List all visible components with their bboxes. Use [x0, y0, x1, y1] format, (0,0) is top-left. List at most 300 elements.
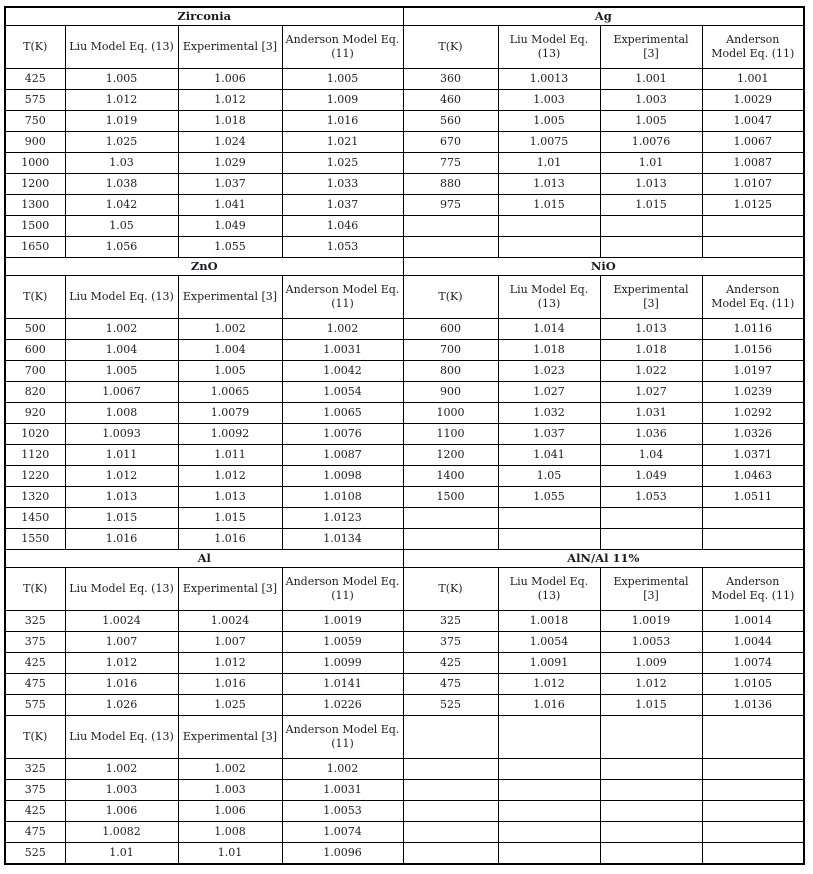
data-cell: 1.0082	[65, 822, 178, 843]
column-header: T(K)	[403, 26, 498, 69]
data-cell: 1500	[5, 216, 65, 237]
data-cell: 1.0067	[702, 132, 804, 153]
data-cell: 1.012	[178, 90, 282, 111]
data-cell: 1.0054	[498, 632, 600, 653]
data-cell: 460	[403, 90, 498, 111]
data-cell: 1.0292	[702, 403, 804, 424]
data-cell: 1200	[403, 445, 498, 466]
data-cell: 1.0024	[65, 611, 178, 632]
data-cell: 1.0031	[282, 340, 403, 361]
data-cell: 575	[5, 695, 65, 716]
empty-cell	[498, 529, 600, 550]
data-cell: 1320	[5, 487, 65, 508]
column-header: Anderson Model Eq. (11)	[702, 568, 804, 611]
data-cell: 1.0123	[282, 508, 403, 529]
data-cell: 1.0326	[702, 424, 804, 445]
data-cell: 1.038	[65, 174, 178, 195]
data-cell: 1.012	[65, 90, 178, 111]
empty-cell	[498, 759, 600, 780]
empty-cell	[600, 780, 702, 801]
empty-cell	[600, 843, 702, 865]
empty-cell	[702, 216, 804, 237]
empty-cell	[702, 822, 804, 843]
table-row	[5, 319, 804, 340]
data-cell: 1.016	[65, 674, 178, 695]
empty-cell	[702, 780, 804, 801]
data-cell: 1.05	[498, 466, 600, 487]
data-cell: 1100	[403, 424, 498, 445]
data-cell: 1.0053	[282, 801, 403, 822]
table-row	[5, 466, 804, 487]
empty-cell	[600, 216, 702, 237]
data-cell: 1.011	[178, 445, 282, 466]
data-cell: 1650	[5, 237, 65, 258]
data-cell: 1.0141	[282, 674, 403, 695]
data-cell: 475	[5, 822, 65, 843]
data-cell: 1.006	[178, 801, 282, 822]
table-row	[5, 632, 804, 653]
table-row	[5, 508, 804, 529]
data-cell: 375	[5, 632, 65, 653]
data-cell: 1.002	[65, 759, 178, 780]
data-cell: 1.037	[282, 195, 403, 216]
data-cell: 600	[403, 319, 498, 340]
data-cell: 1.0197	[702, 361, 804, 382]
data-cell: 1.037	[178, 174, 282, 195]
data-cell: 1.018	[178, 111, 282, 132]
section-title-left: Zirconia	[5, 7, 403, 26]
data-cell: 1.013	[600, 174, 702, 195]
data-cell: 1.005	[600, 111, 702, 132]
data-cell: 1.012	[600, 674, 702, 695]
section-title-left: ZnO	[5, 258, 403, 276]
data-cell: 1.0047	[702, 111, 804, 132]
header-row	[5, 568, 804, 611]
data-cell: 1.042	[65, 195, 178, 216]
data-cell: 670	[403, 132, 498, 153]
column-header: T(K)	[5, 716, 65, 759]
data-cell: 375	[5, 780, 65, 801]
data-cell: 1.0029	[702, 90, 804, 111]
data-cell: 1.041	[498, 445, 600, 466]
data-cell: 425	[5, 653, 65, 674]
data-cell: 560	[403, 111, 498, 132]
data-cell: 1.0136	[702, 695, 804, 716]
data-cell: 1.041	[178, 195, 282, 216]
data-cell: 1.002	[282, 759, 403, 780]
empty-cell	[403, 780, 498, 801]
table-row	[5, 90, 804, 111]
column-header: Experimental [3]	[178, 568, 282, 611]
data-cell: 1000	[5, 153, 65, 174]
empty-cell	[403, 759, 498, 780]
data-cell: 1.0065	[178, 382, 282, 403]
data-cell: 1.036	[600, 424, 702, 445]
data-cell: 1.013	[498, 174, 600, 195]
table-row	[5, 132, 804, 153]
empty-cell	[600, 716, 702, 759]
data-cell: 1220	[5, 466, 65, 487]
table-row	[5, 216, 804, 237]
data-cell: 1.0054	[282, 382, 403, 403]
data-cell: 975	[403, 195, 498, 216]
header-row	[5, 276, 804, 319]
data-cell: 1.053	[282, 237, 403, 258]
data-cell: 600	[5, 340, 65, 361]
data-cell: 1.01	[178, 843, 282, 865]
section-title-left: Al	[5, 550, 403, 568]
data-cell: 1450	[5, 508, 65, 529]
data-cell: 1.0018	[498, 611, 600, 632]
data-cell: 1.001	[702, 69, 804, 90]
data-cell: 360	[403, 69, 498, 90]
data-cell: 1.012	[65, 653, 178, 674]
data-cell: 500	[5, 319, 65, 340]
column-header: Experimental [3]	[178, 276, 282, 319]
data-cell: 820	[5, 382, 65, 403]
empty-cell	[702, 716, 804, 759]
title-row	[5, 7, 804, 26]
column-header: Anderson Model Eq. (11)	[702, 276, 804, 319]
data-cell: 1.015	[600, 695, 702, 716]
data-cell: 1.016	[178, 529, 282, 550]
data-cell: 1.016	[178, 674, 282, 695]
column-header: Anderson Model Eq. (11)	[282, 568, 403, 611]
column-header: Anderson Model Eq. (11)	[282, 26, 403, 69]
data-cell: 1.0019	[282, 611, 403, 632]
column-header: Liu Model Eq. (13)	[65, 568, 178, 611]
empty-cell	[498, 801, 600, 822]
data-cell: 525	[5, 843, 65, 865]
data-cell: 920	[5, 403, 65, 424]
table-row	[5, 424, 804, 445]
column-header: Anderson Model Eq. (11)	[282, 276, 403, 319]
data-cell: 775	[403, 153, 498, 174]
empty-cell	[403, 237, 498, 258]
data-cell: 1.055	[498, 487, 600, 508]
data-cell: 1.006	[65, 801, 178, 822]
data-cell: 1.002	[65, 319, 178, 340]
table-row	[5, 195, 804, 216]
table-row	[5, 111, 804, 132]
data-cell: 1.015	[178, 508, 282, 529]
data-cell: 1.0044	[702, 632, 804, 653]
data-cell: 1.013	[600, 319, 702, 340]
data-cell: 1.0053	[600, 632, 702, 653]
data-cell: 375	[403, 632, 498, 653]
table-row	[5, 69, 804, 90]
data-cell: 1.027	[498, 382, 600, 403]
empty-cell	[498, 508, 600, 529]
table-row	[5, 759, 804, 780]
data-cell: 425	[403, 653, 498, 674]
section-title-right: Ag	[403, 7, 804, 26]
data-cell: 1.0075	[498, 132, 600, 153]
data-cell: 1.021	[282, 132, 403, 153]
data-cell: 1.016	[65, 529, 178, 550]
data-cell: 525	[403, 695, 498, 716]
data-cell: 1.022	[600, 361, 702, 382]
data-cell: 1.018	[600, 340, 702, 361]
data-cell: 1.012	[178, 653, 282, 674]
data-cell: 1.007	[65, 632, 178, 653]
data-cell: 425	[5, 69, 65, 90]
empty-cell	[403, 801, 498, 822]
data-cell: 880	[403, 174, 498, 195]
table-body	[5, 7, 804, 864]
column-header: Experimental [3]	[600, 26, 702, 69]
data-cell: 1.027	[600, 382, 702, 403]
empty-cell	[600, 237, 702, 258]
empty-cell	[600, 801, 702, 822]
column-header: Anderson Model Eq. (11)	[282, 716, 403, 759]
data-cell: 1.005	[178, 361, 282, 382]
data-cell: 1.0092	[178, 424, 282, 445]
column-header: Anderson Model Eq. (11)	[702, 26, 804, 69]
data-cell: 1.009	[600, 653, 702, 674]
data-cell: 1.018	[498, 340, 600, 361]
empty-cell	[702, 529, 804, 550]
table-row	[5, 487, 804, 508]
data-cell: 1.005	[65, 361, 178, 382]
data-cell: 1.015	[600, 195, 702, 216]
header-row	[5, 26, 804, 69]
data-cell: 1.012	[178, 466, 282, 487]
table-row	[5, 237, 804, 258]
data-cell: 700	[403, 340, 498, 361]
data-cell: 475	[403, 674, 498, 695]
data-cell: 1.0059	[282, 632, 403, 653]
column-header: T(K)	[5, 568, 65, 611]
table-row	[5, 611, 804, 632]
data-cell: 1.053	[600, 487, 702, 508]
data-cell: 1.013	[178, 487, 282, 508]
empty-cell	[403, 822, 498, 843]
data-cell: 1.03	[65, 153, 178, 174]
data-cell: 1.0098	[282, 466, 403, 487]
data-cell: 1.0099	[282, 653, 403, 674]
section-title-right: NiO	[403, 258, 804, 276]
data-cell: 1.013	[65, 487, 178, 508]
data-cell: 1.0134	[282, 529, 403, 550]
data-cell: 1.01	[498, 153, 600, 174]
table-row	[5, 801, 804, 822]
table-row	[5, 340, 804, 361]
empty-cell	[600, 822, 702, 843]
table-row	[5, 822, 804, 843]
data-cell: 1.0014	[702, 611, 804, 632]
data-cell: 1.007	[178, 632, 282, 653]
column-header: Liu Model Eq. (13)	[65, 26, 178, 69]
data-cell: 1.002	[178, 319, 282, 340]
data-cell: 750	[5, 111, 65, 132]
data-cell: 1.025	[178, 695, 282, 716]
data-cell: 1.015	[65, 508, 178, 529]
data-cell: 1.0076	[600, 132, 702, 153]
data-cell: 1.003	[498, 90, 600, 111]
empty-cell	[600, 529, 702, 550]
data-cell: 1.016	[498, 695, 600, 716]
data-cell: 1.046	[282, 216, 403, 237]
data-cell: 1500	[403, 487, 498, 508]
data-cell: 1.0156	[702, 340, 804, 361]
data-cell: 1.0042	[282, 361, 403, 382]
data-cell: 1.003	[178, 780, 282, 801]
empty-cell	[702, 759, 804, 780]
table-row	[5, 403, 804, 424]
empty-cell	[403, 716, 498, 759]
table-row	[5, 843, 804, 865]
title-row	[5, 550, 804, 568]
data-cell: 1400	[403, 466, 498, 487]
empty-cell	[498, 780, 600, 801]
table-row	[5, 780, 804, 801]
data-cell: 1.004	[178, 340, 282, 361]
data-cell: 1.033	[282, 174, 403, 195]
data-cell: 1.002	[178, 759, 282, 780]
empty-cell	[702, 237, 804, 258]
section-title-right: AlN/Al 11%	[403, 550, 804, 568]
empty-cell	[702, 508, 804, 529]
table-row	[5, 695, 804, 716]
column-header: Liu Model Eq. (13)	[498, 276, 600, 319]
data-cell: 1.0074	[702, 653, 804, 674]
data-cell: 900	[403, 382, 498, 403]
data-cell: 1.008	[178, 822, 282, 843]
column-header: Experimental [3]	[600, 276, 702, 319]
column-header: T(K)	[403, 276, 498, 319]
data-cell: 1.056	[65, 237, 178, 258]
empty-cell	[403, 843, 498, 865]
table-row	[5, 529, 804, 550]
data-cell: 1300	[5, 195, 65, 216]
data-cell: 1.001	[600, 69, 702, 90]
data-cell: 1.049	[178, 216, 282, 237]
data-cell: 1.0087	[702, 153, 804, 174]
title-row	[5, 258, 804, 276]
empty-cell	[498, 216, 600, 237]
empty-cell	[498, 716, 600, 759]
data-cell: 1.0013	[498, 69, 600, 90]
table-row	[5, 174, 804, 195]
empty-cell	[403, 508, 498, 529]
column-header: T(K)	[5, 26, 65, 69]
table-row	[5, 653, 804, 674]
column-header: Liu Model Eq. (13)	[65, 276, 178, 319]
data-cell: 1.019	[65, 111, 178, 132]
data-cell: 1.002	[282, 319, 403, 340]
data-cell: 1.049	[600, 466, 702, 487]
data-cell: 1.0371	[702, 445, 804, 466]
data-cell: 1.015	[498, 195, 600, 216]
data-cell: 1.0096	[282, 843, 403, 865]
empty-cell	[498, 237, 600, 258]
column-header: Liu Model Eq. (13)	[65, 716, 178, 759]
data-cell: 1.0108	[282, 487, 403, 508]
empty-cell	[600, 508, 702, 529]
data-cell: 1.025	[282, 153, 403, 174]
data-cell: 1.024	[178, 132, 282, 153]
data-cell: 1.029	[178, 153, 282, 174]
data-cell: 1.023	[498, 361, 600, 382]
data-cell: 1.05	[65, 216, 178, 237]
data-cell: 1.0087	[282, 445, 403, 466]
data-cell: 1020	[5, 424, 65, 445]
data-cell: 1550	[5, 529, 65, 550]
header-row	[5, 716, 804, 759]
column-header: Experimental [3]	[600, 568, 702, 611]
column-header: Liu Model Eq. (13)	[498, 568, 600, 611]
data-cell: 325	[5, 611, 65, 632]
empty-cell	[498, 843, 600, 865]
data-cell: 1.04	[600, 445, 702, 466]
data-cell: 1.037	[498, 424, 600, 445]
data-cell: 1.026	[65, 695, 178, 716]
data-cell: 900	[5, 132, 65, 153]
table-row	[5, 153, 804, 174]
data-cell: 1.0076	[282, 424, 403, 445]
data-cell: 1.0463	[702, 466, 804, 487]
empty-cell	[702, 843, 804, 865]
data-cell: 1.006	[178, 69, 282, 90]
column-header: T(K)	[403, 568, 498, 611]
column-header: T(K)	[5, 276, 65, 319]
empty-cell	[600, 759, 702, 780]
data-cell: 1.005	[498, 111, 600, 132]
data-cell: 1.0065	[282, 403, 403, 424]
data-cell: 1.003	[65, 780, 178, 801]
column-header: Experimental [3]	[178, 26, 282, 69]
data-cell: 325	[403, 611, 498, 632]
table-row	[5, 382, 804, 403]
data-cell: 1.0074	[282, 822, 403, 843]
data-cell: 1000	[403, 403, 498, 424]
data-cell: 1.055	[178, 237, 282, 258]
data-cell: 1.004	[65, 340, 178, 361]
data-cell: 1120	[5, 445, 65, 466]
data-cell: 1.01	[65, 843, 178, 865]
data-cell: 1.0019	[600, 611, 702, 632]
data-cell: 1.005	[282, 69, 403, 90]
data-cell: 1.0079	[178, 403, 282, 424]
data-cell: 1.011	[65, 445, 178, 466]
data-cell: 1.008	[65, 403, 178, 424]
data-cell: 1.005	[65, 69, 178, 90]
data-cell: 1.031	[600, 403, 702, 424]
data-cell: 1.0093	[65, 424, 178, 445]
table-row	[5, 361, 804, 382]
data-cell: 1.032	[498, 403, 600, 424]
data-cell: 1.014	[498, 319, 600, 340]
data-cell: 1.0105	[702, 674, 804, 695]
column-header: Liu Model Eq. (13)	[498, 26, 600, 69]
data-cell: 1.0511	[702, 487, 804, 508]
column-header: Experimental [3]	[178, 716, 282, 759]
data-cell: 1.0024	[178, 611, 282, 632]
data-cell: 1.0091	[498, 653, 600, 674]
data-cell: 800	[403, 361, 498, 382]
data-cell: 1.0226	[282, 695, 403, 716]
data-cell: 700	[5, 361, 65, 382]
data-cell: 1200	[5, 174, 65, 195]
data-cell: 1.01	[600, 153, 702, 174]
data-cell: 1.016	[282, 111, 403, 132]
data-cell: 325	[5, 759, 65, 780]
data-cell: 1.012	[498, 674, 600, 695]
data-cell: 1.0067	[65, 382, 178, 403]
data-cell: 1.0239	[702, 382, 804, 403]
data-cell: 425	[5, 801, 65, 822]
